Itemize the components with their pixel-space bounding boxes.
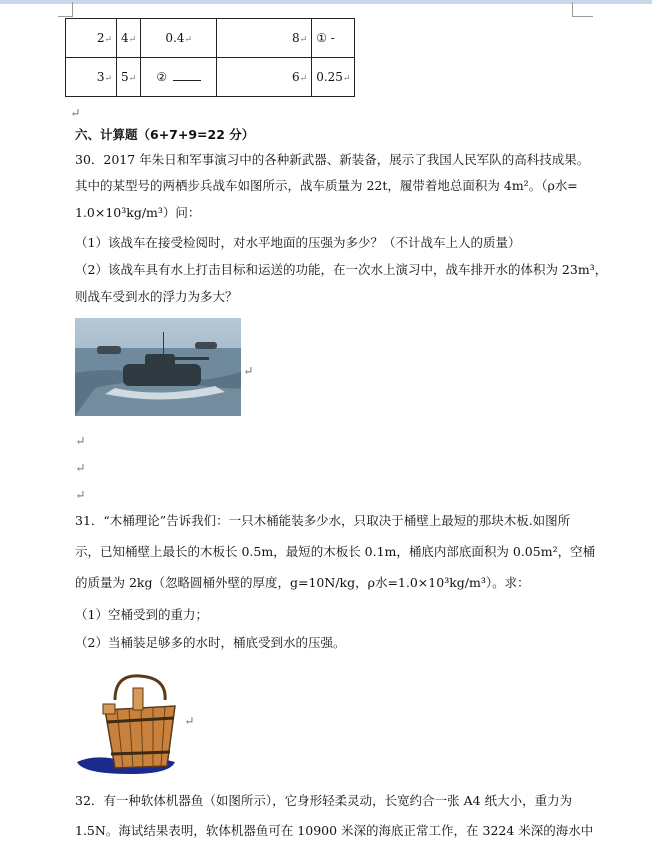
table-row	[66, 58, 355, 97]
table-cell: 0.4↵	[141, 19, 217, 58]
table-cell: 5↵	[117, 58, 141, 97]
q30-line-1: 30．2017 年朱日和军事演习中的各种新武器、新装备，展示了我国人民军队的高科技成果。	[75, 152, 590, 167]
table-cell: 8↵	[217, 19, 312, 58]
paragraph-mark: ↵	[70, 105, 81, 120]
paragraph-mark: ↵	[184, 713, 195, 728]
table-cell: 6↵	[217, 58, 312, 97]
window-top-strip	[0, 0, 652, 4]
paragraph-mark: ↵	[75, 433, 86, 448]
table-cell: ① -	[312, 19, 355, 58]
q31-line-2: 示，已知桶壁上最长的木板长 0.5m，最短的木板长 0.1m，桶底内部底面积为 0.05m²，空桶	[75, 544, 596, 559]
q31-line-1: 31．“木桶理论”告诉我们：一只木桶能装多少水，只取决于桶壁上最短的那块木板.如图所	[75, 513, 571, 528]
table-cell: 2↵	[66, 19, 117, 58]
q31-part-2: （2）当桶装足够多的水时，桶底受到水的压强。	[75, 635, 346, 650]
q30-part-1: （1）该战车在接受检阅时，对水平地面的压强为多少？（不计战车上人的质量）	[75, 235, 521, 250]
q30-part-2-cont: 则战车受到水的浮力为多大？	[75, 289, 238, 304]
amphibious-tank-photo	[75, 318, 241, 416]
q30-part-2: （2）该战车具有水上打击目标和运送的功能，在一次水上演习中，战车排开水的体积为 23m³，	[75, 262, 608, 277]
paragraph-mark: ↵	[75, 460, 86, 475]
table-cell: ②	[141, 58, 217, 97]
table-cell: 3↵	[66, 58, 117, 97]
page-corner-mark-left	[58, 2, 73, 17]
q31-line-3: 的质量为 2kg（忽略圆桶外壁的厚度，g=10N/kg，ρ水=1.0×10³kg/m³）。求：	[75, 575, 530, 590]
q30-line-3: 1.0×10³kg/m³）问：	[75, 205, 201, 220]
paragraph-mark: ↵	[243, 363, 254, 378]
paragraph-mark: ↵	[75, 487, 86, 502]
page-corner-mark-right	[572, 2, 593, 17]
q31-part-1: （1）空桶受到的重力；	[75, 607, 208, 622]
data-table	[65, 18, 355, 97]
table-cell: 4↵	[117, 19, 141, 58]
q32-line-2: 1.5N。海试结果表明，软体机器鱼可在 10900 米深的海底正常工作，在 3224 米深的海水中	[75, 823, 594, 838]
wooden-bucket-illustration	[75, 670, 185, 780]
section-heading: 六、计算题（6+7+9=22 分）	[75, 127, 255, 142]
table-cell: 0.25↵	[312, 58, 355, 97]
table-row	[66, 19, 355, 58]
q30-line-2: 其中的某型号的两栖步兵战车如图所示，战车质量为 22t，履带着地总面积为 4m²。（ρ水=	[75, 178, 578, 193]
q32-line-1: 32．有一种软体机器鱼（如图所示），它身形轻柔灵动，长宽约合一张 A4 纸大小，重力为	[75, 793, 573, 808]
